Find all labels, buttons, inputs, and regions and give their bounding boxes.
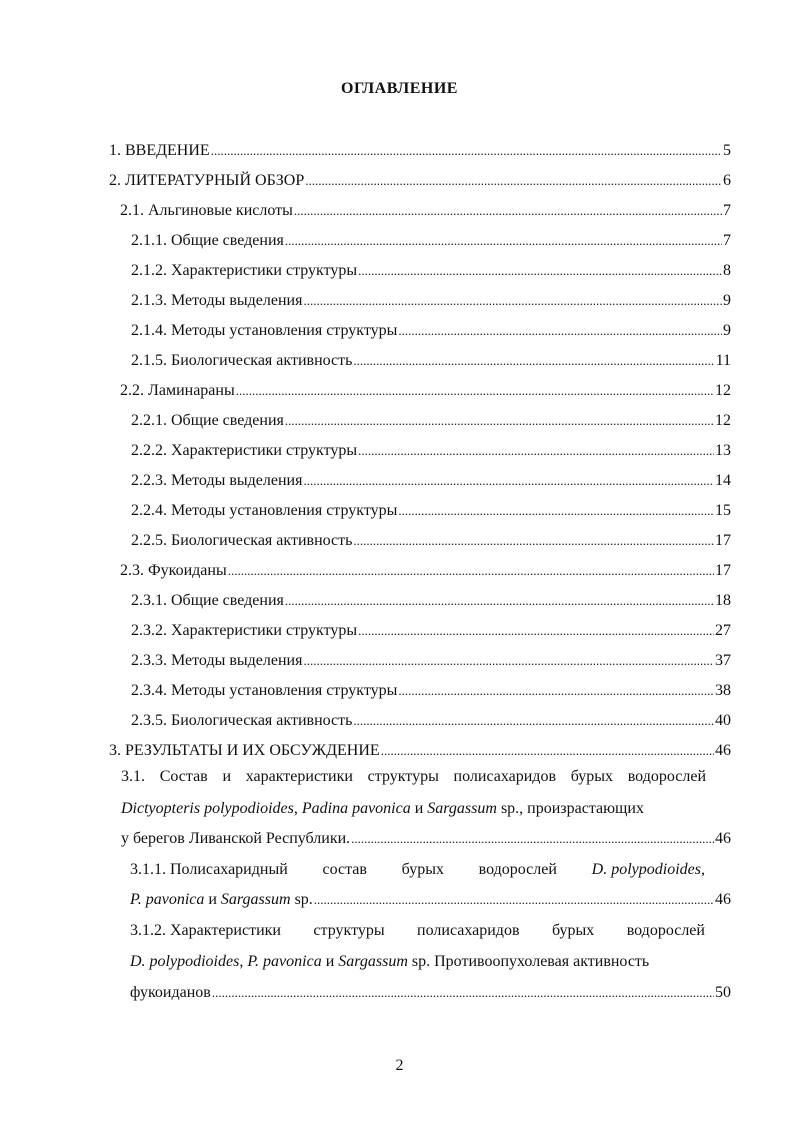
dot-leader (305, 170, 722, 192)
dot-leader (303, 470, 714, 492)
dot-leader (398, 320, 722, 342)
toc-entry-label: 2.1.3. Методы выделения (131, 292, 303, 309)
toc-page-number: 7 (723, 232, 731, 249)
toc-entry-3-1-line2 (121, 798, 706, 820)
toc-entry-label: 2.3.5. Биологическая активность (131, 712, 353, 729)
toc-entry-3-1-text: 3.1. Состав и характеристики структуры полисахаридов бурых водорослей (121, 768, 706, 785)
toc-entry-label: 2. ЛИТЕРАТУРНЫЙ ОБЗОР (109, 172, 305, 189)
toc-page-number: 15 (715, 502, 731, 519)
toc-entry-3-1-2-line1 (130, 920, 705, 942)
toc-entry-3-1-1[interactable] (130, 859, 705, 881)
toc-entry-label: 2.3.1. Общие сведения (131, 592, 284, 609)
dot-leader (398, 500, 714, 522)
dot-leader (381, 740, 714, 762)
species-name: Sargassum (427, 800, 497, 817)
word: состав (322, 861, 367, 878)
toc-page-number: 37 (715, 652, 731, 669)
separator: , (293, 800, 302, 817)
word: 3.1.2. Характеристики (130, 922, 281, 939)
species-name: D. polypodioides (130, 953, 240, 970)
toc-entry-label: 2.2.1. Общие сведения (131, 412, 284, 429)
toc-page-number: 38 (715, 682, 731, 699)
text: sp., произрастающих (496, 800, 644, 817)
toc-entry-label: 2.2.5. Биологическая активность (131, 532, 353, 549)
toc-entry[interactable] (131, 320, 731, 342)
toc-page-number: 6 (723, 172, 731, 189)
dot-leader (398, 680, 714, 702)
toc-page-number: 12 (715, 412, 731, 429)
dot-leader (294, 200, 722, 222)
dot-leader (353, 350, 714, 372)
species-name: Sargassum (338, 953, 408, 970)
toc-entry-3-1-2-line2 (130, 951, 705, 973)
toc-entry-3-1-2-line3[interactable] (130, 982, 731, 1004)
toc-entry[interactable] (131, 290, 731, 312)
toc-entry-label: у берегов Ливанской Республики. (121, 830, 351, 847)
toc-entry-label: 1. ВВЕДЕНИЕ (109, 142, 210, 159)
toc-entry[interactable] (120, 380, 731, 402)
toc-entry[interactable] (131, 440, 731, 462)
toc-page-number: 13 (715, 442, 731, 459)
word: водорослей (626, 922, 705, 939)
word: структуры (313, 922, 385, 939)
toc-page-number: 14 (715, 472, 731, 489)
toc-page-number: 46 (715, 891, 731, 908)
toc-page-number: 18 (715, 592, 731, 609)
toc-entry-label: 2.1. Альгиновые кислоты (120, 202, 293, 219)
toc-page-number: 46 (715, 830, 731, 847)
dot-leader (228, 560, 714, 582)
text: sp. Противоопухолевая активность (407, 953, 650, 970)
toc-entry-label: 2.1.2. Характеристики структуры (131, 262, 358, 279)
line-content (130, 951, 705, 973)
toc-page-number: 27 (715, 622, 731, 639)
toc-entry-label: 2.3. Фукоиданы (120, 562, 227, 579)
toc-entry-3-1-line3[interactable] (121, 828, 731, 850)
toc-entry[interactable] (131, 620, 731, 642)
toc-page-number: 12 (715, 382, 731, 399)
toc-entry[interactable] (131, 410, 731, 432)
toc-entry[interactable] (120, 200, 731, 222)
word: бурых (551, 922, 595, 939)
toc-entry-label: 2.1.5. Биологическая активность (131, 352, 353, 369)
toc-entry-3-1-2[interactable] (130, 920, 705, 942)
toc-page-number: 9 (723, 322, 731, 339)
separator: , (239, 953, 248, 970)
line-text (130, 951, 649, 973)
dot-leader (351, 828, 714, 850)
toc-entry-label: 2.3.4. Методы установления структуры (131, 682, 398, 699)
toc-entry[interactable] (131, 230, 731, 252)
toc-entry-label: фукоиданов (130, 984, 211, 1001)
toc-entry-label: 2.2.3. Методы выделения (131, 472, 303, 489)
dot-leader (358, 620, 714, 642)
species-name: D. polypodioides, (591, 861, 705, 878)
toc-entry[interactable] (131, 650, 731, 672)
toc-page-number: 46 (715, 742, 731, 759)
toc-entry[interactable] (131, 470, 731, 492)
dot-leader (353, 530, 714, 552)
dot-leader (211, 140, 722, 162)
toc-entry[interactable] (131, 710, 731, 732)
dot-leader (285, 590, 714, 612)
word: водорослей (478, 861, 557, 878)
dot-leader (358, 260, 722, 282)
toc-entry[interactable] (131, 680, 731, 702)
toc-entry[interactable] (131, 590, 731, 612)
text: sp. (290, 891, 313, 908)
toc-page-number: 11 (715, 352, 731, 369)
toc-entry[interactable] (109, 740, 731, 762)
dot-leader (303, 650, 714, 672)
dot-leader (303, 290, 722, 312)
conjunction: и (410, 800, 428, 817)
toc-page-number: 17 (715, 532, 731, 549)
toc-entry-label (130, 889, 313, 911)
toc-entry-label: 2.1.1. Общие сведения (131, 232, 284, 249)
conjunction: и (204, 891, 221, 908)
dot-leader (285, 230, 722, 252)
toc-entry[interactable] (109, 140, 731, 162)
toc-entry[interactable] (109, 170, 731, 192)
toc-entry-label: 2.3.2. Характеристики структуры (131, 622, 358, 639)
toc-entry[interactable] (131, 530, 731, 552)
toc-page-number: 5 (723, 142, 731, 159)
toc-entry[interactable] (120, 560, 731, 582)
page-title: ОГЛАВЛЕНИЕ (341, 80, 458, 97)
toc-page-number: 9 (723, 292, 731, 309)
toc-entry-label: 2.1.4. Методы установления структуры (131, 322, 398, 339)
dot-leader (358, 440, 714, 462)
toc-page-number: 50 (715, 984, 731, 1001)
toc-page-number: 7 (723, 202, 731, 219)
toc-page-number: 40 (715, 712, 731, 729)
toc-entry-3-1-line1 (121, 766, 706, 788)
toc-entry[interactable] (131, 260, 731, 282)
species-name: Sargassum (220, 891, 291, 908)
word: бурых (401, 861, 444, 878)
toc-entry-3-1[interactable] (121, 766, 706, 788)
toc-page-number: 17 (715, 562, 731, 579)
toc-entry[interactable] (131, 350, 731, 372)
dot-leader (212, 982, 714, 1004)
dot-leader (314, 889, 714, 911)
toc-entry-label: 2.2. Ламинараны (120, 382, 235, 399)
dot-leader (236, 380, 714, 402)
dot-leader (285, 410, 714, 432)
species-name: P. pavonica (247, 953, 322, 970)
page-number: 2 (395, 1057, 404, 1074)
conjunction: и (321, 953, 339, 970)
toc-entry-label: 2.2.4. Методы установления структуры (131, 502, 398, 519)
toc-entry-label: 2.2.2. Характеристики структуры (131, 442, 358, 459)
toc-entry-label: 2.3.3. Методы выделения (131, 652, 303, 669)
word: полисахаридов (417, 922, 520, 939)
word: 3.1.1. Полисахаридный (130, 861, 288, 878)
toc-entry-3-1-1-line1 (130, 859, 705, 881)
dot-leader (353, 710, 714, 732)
toc-entry-3-1-1-line2[interactable] (130, 889, 731, 911)
species-name: Dictyopteris polypodioides (121, 800, 294, 817)
species-name: Padina pavonica (301, 800, 411, 817)
toc-page-number: 8 (723, 262, 731, 279)
toc-entry-label: 3. РЕЗУЛЬТАТЫ И ИХ ОБСУЖДЕНИЕ (109, 742, 380, 759)
toc-entry[interactable] (131, 500, 731, 522)
species-name: P. pavonica (130, 891, 205, 908)
